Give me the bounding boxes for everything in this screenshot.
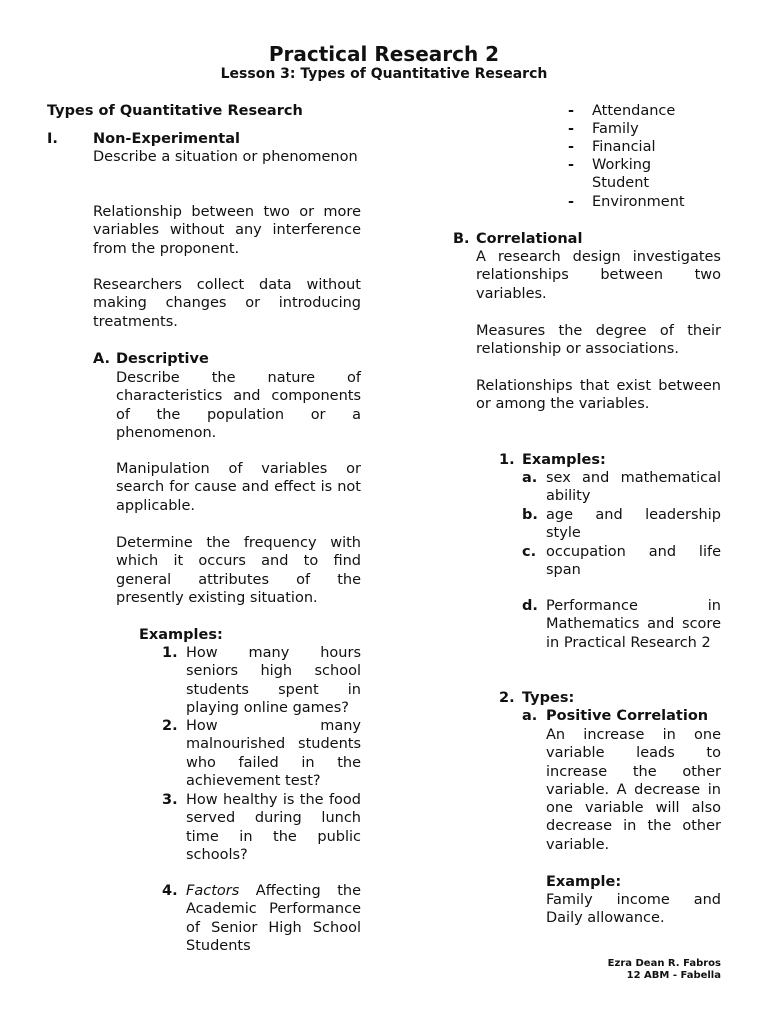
- factor-dash: -: [568, 157, 575, 173]
- example-number: 3.: [162, 792, 178, 808]
- correlational-paragraph-3: Relationships that exist between or among the variables.: [476, 378, 721, 413]
- correlational-example-letter: d.: [522, 598, 538, 614]
- correlational-example-item: occupation and life span: [546, 544, 721, 579]
- correlational-examples-number: 1.: [499, 452, 515, 468]
- page-title: Practical Research 2: [268, 42, 500, 66]
- correlational-marker: B.: [453, 231, 470, 247]
- types-heading: Types:: [522, 690, 575, 706]
- example-number: 2.: [162, 718, 178, 734]
- factor-item: Financial: [592, 139, 656, 155]
- descriptive-paragraph-1: Describe the nature of characteristics and components of the population or a phenomenon.: [116, 370, 361, 441]
- example-number: 1.: [162, 645, 178, 661]
- non-experimental-paragraph-3: Researchers collect data without making changes or introducing treatments.: [93, 277, 361, 330]
- correlational-example-item: sex and mathematical ability: [546, 470, 721, 505]
- descriptive-marker: A.: [93, 351, 110, 367]
- factor-dash: -: [568, 121, 575, 137]
- descriptive-paragraph-2: Manipulation of variables or search for cause and effect is not applicable.: [116, 461, 361, 514]
- section-heading: Types of Quantitative Research: [47, 103, 303, 119]
- non-experimental-paragraph-2: Relationship between two or more variables without any interference from the proponent.: [93, 204, 361, 257]
- factor-item: Attendance: [592, 103, 676, 119]
- correlational-example-item: Performance in Mathematics and score in Practical Research 2: [546, 598, 721, 651]
- correlational-paragraph-1: A research design investigates relationships between two variables.: [476, 249, 721, 302]
- roman-numeral-marker: I.: [47, 131, 58, 147]
- example-item-factors: [186, 882, 361, 955]
- correlational-examples-heading: Examples:: [522, 452, 606, 468]
- factor-item: Environment: [592, 194, 685, 210]
- footer-section: 12 ABM - Fabella: [626, 970, 721, 981]
- correlational-example-item: age and leadership style: [546, 507, 721, 542]
- correlational-example-letter: b.: [522, 507, 538, 523]
- types-number: 2.: [499, 690, 515, 706]
- correlational-example-letter: a.: [522, 470, 538, 486]
- factor-item: Family: [592, 121, 639, 137]
- page-subtitle: Lesson 3: Types of Quantitative Research: [220, 66, 548, 82]
- positive-correlation-letter: a.: [522, 708, 538, 724]
- correlational-example-letter: c.: [522, 544, 537, 560]
- positive-example-text: Family income and Daily allowance.: [546, 892, 721, 927]
- footer-author: Ezra Dean R. Fabros: [607, 958, 721, 969]
- factors-italic-word: Factors: [186, 883, 240, 899]
- descriptive-title: Descriptive: [116, 351, 209, 367]
- factor-item: Working Student: [592, 157, 652, 192]
- positive-example-heading: Example:: [546, 874, 622, 890]
- example-item: How many hours seniors high school students spent in playing online games?: [186, 645, 361, 716]
- examples-heading: Examples:: [139, 627, 223, 643]
- example-item-factors-rest: Affecting the Academic Performance of Senior High School Students: [186, 883, 361, 954]
- correlational-title: Correlational: [476, 231, 583, 247]
- descriptive-paragraph-3: Determine the frequency with which it occurs and to find general attributes of the presently existing situation.: [116, 535, 361, 606]
- example-number: 4.: [162, 883, 178, 899]
- positive-correlation-title: Positive Correlation: [546, 708, 709, 724]
- non-experimental-title: Non-Experimental: [93, 131, 240, 147]
- factor-dash: -: [568, 139, 575, 155]
- example-item: How healthy is the food served during lunch time in the public schools?: [186, 792, 361, 863]
- factor-dash: -: [568, 194, 575, 210]
- example-item: How many malnourished students who failed in the achievement test?: [186, 718, 361, 789]
- positive-correlation-description: An increase in one variable leads to increase the other variable. A decrease in one variable will also decrease in the other variable.: [546, 727, 721, 853]
- non-experimental-paragraph-1: Describe a situation or phenomenon: [93, 149, 358, 165]
- factor-dash: -: [568, 103, 575, 119]
- correlational-paragraph-2: Measures the degree of their relationship or associations.: [476, 323, 721, 358]
